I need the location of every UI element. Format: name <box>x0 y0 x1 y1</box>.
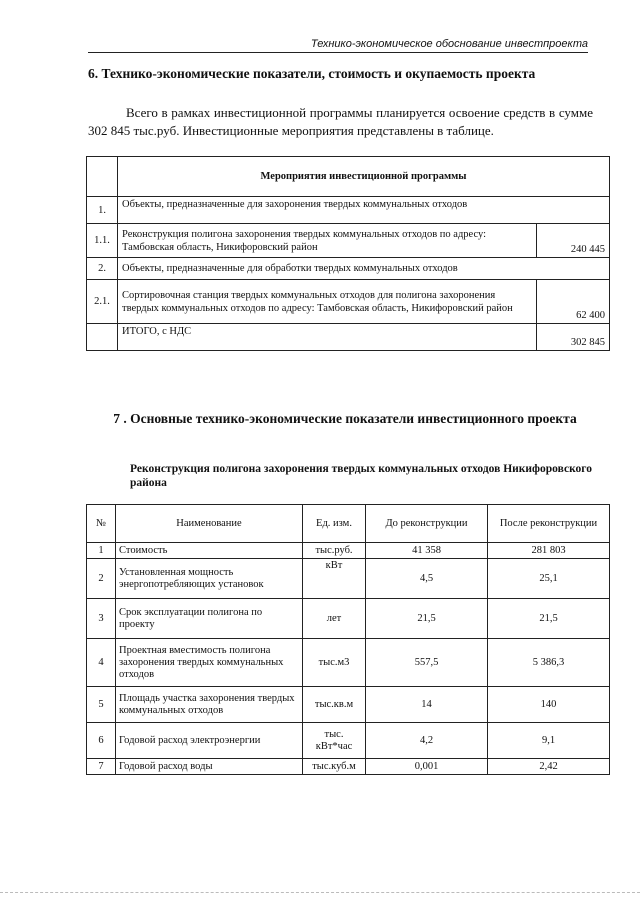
row-number: 1. <box>87 197 118 224</box>
row-unit: лет <box>303 599 366 639</box>
row-before: 21,5 <box>366 599 488 639</box>
row-before: 4,2 <box>366 723 488 759</box>
col-header-num: № <box>87 505 116 543</box>
table-header-blank-cell <box>87 157 118 197</box>
table-row <box>87 543 610 559</box>
table-row <box>87 759 610 775</box>
row-number: 6 <box>87 723 116 759</box>
table-row <box>87 224 610 258</box>
row-before: 557,5 <box>366 639 488 687</box>
row-after: 281 803 <box>488 543 610 559</box>
row-number: 2. <box>87 258 118 280</box>
row-before: 0,001 <box>366 759 488 775</box>
row-name: Площадь участка захоронения твердых коммунальных отходов <box>116 687 303 723</box>
row-unit: тыс.руб. <box>303 543 366 559</box>
row-number: 3 <box>87 599 116 639</box>
row-unit: тыс. кВт*час <box>303 723 366 759</box>
col-header-before: До реконструкции <box>366 505 488 543</box>
row-unit: кВт <box>303 559 366 599</box>
row-before: 14 <box>366 687 488 723</box>
section-7-subtitle: Реконструкция полигона захоронения твердых коммунальных отходов Никифоровского района <box>130 463 592 489</box>
row-after: 25,1 <box>488 559 610 599</box>
table-header-row <box>87 505 610 543</box>
row-text: Объекты, предназначенные для захоронения твердых коммунальных отходов <box>118 197 610 224</box>
row-value: 62 400 <box>537 280 610 324</box>
row-number: 5 <box>87 687 116 723</box>
table-row <box>87 723 610 759</box>
table-row <box>87 324 610 351</box>
row-before: 41 358 <box>366 543 488 559</box>
row-after: 21,5 <box>488 599 610 639</box>
row-after: 140 <box>488 687 610 723</box>
key-indicators-table <box>86 504 610 775</box>
row-number: 4 <box>87 639 116 687</box>
row-number: 1.1. <box>87 224 118 258</box>
row-text: Реконструкция полигона захоронения твердых коммунальных отходов по адресу: Тамбовская область, Никифоровский район <box>118 224 537 258</box>
row-number: 1 <box>87 543 116 559</box>
row-unit: тыс.куб.м <box>303 759 366 775</box>
row-unit: тыс.кв.м <box>303 687 366 723</box>
row-name: Годовой расход воды <box>116 759 303 775</box>
row-name: Проектная вместимость полигона захоронения твердых коммунальных отходов <box>116 639 303 687</box>
row-name: Годовой расход электроэнергии <box>116 723 303 759</box>
section-6-title: 6. Технико-экономические показатели, стоимость и окупаемость проекта <box>88 66 536 81</box>
running-header: Технико-экономическое обоснование инвестпроекта <box>88 38 588 53</box>
row-text: Сортировочная станция твердых коммунальных отходов для полигона захоронения твердых коммунальных отходов по адресу: Тамбовская область, Никифоровский район <box>118 280 537 324</box>
table-row <box>87 258 610 280</box>
row-value: 240 445 <box>537 224 610 258</box>
row-number <box>87 324 118 351</box>
row-after: 2,42 <box>488 759 610 775</box>
row-after: 5 386,3 <box>488 639 610 687</box>
table-row <box>87 687 610 723</box>
table-row <box>87 599 610 639</box>
table-row <box>87 559 610 599</box>
row-number: 2 <box>87 559 116 599</box>
row-name: Установленная мощность энергопотребляющих установок <box>116 559 303 599</box>
page-bottom-scan-edge <box>0 892 640 893</box>
col-header-name: Наименование <box>116 505 303 543</box>
section-7-title: 7 . Основные технико-экономические показатели инвестиционного проекта <box>113 411 577 426</box>
col-header-after: После реконструкции <box>488 505 610 543</box>
table-row <box>87 197 610 224</box>
investment-measures-table <box>86 156 610 351</box>
table-header: Мероприятия инвестиционной программы <box>118 157 610 197</box>
row-unit: тыс.м3 <box>303 639 366 687</box>
table-row <box>87 639 610 687</box>
table-row <box>87 280 610 324</box>
row-text: Объекты, предназначенные для обработки твердых коммунальных отходов <box>118 258 610 280</box>
col-header-unit: Ед. изм. <box>303 505 366 543</box>
row-before: 4,5 <box>366 559 488 599</box>
row-after: 9,1 <box>488 723 610 759</box>
row-number: 2.1. <box>87 280 118 324</box>
row-number: 7 <box>87 759 116 775</box>
row-name: Стоимость <box>116 543 303 559</box>
section-6-intro: Всего в рамках инвестиционной программы планируется освоение средств в сумме 302 845 тыс.руб. Инвестиционные мероприятия представлены в таблице. <box>88 105 593 138</box>
row-name: Срок эксплуатации полигона по проекту <box>116 599 303 639</box>
row-value: 302 845 <box>537 324 610 351</box>
row-text: ИТОГО, с НДС <box>118 324 537 351</box>
